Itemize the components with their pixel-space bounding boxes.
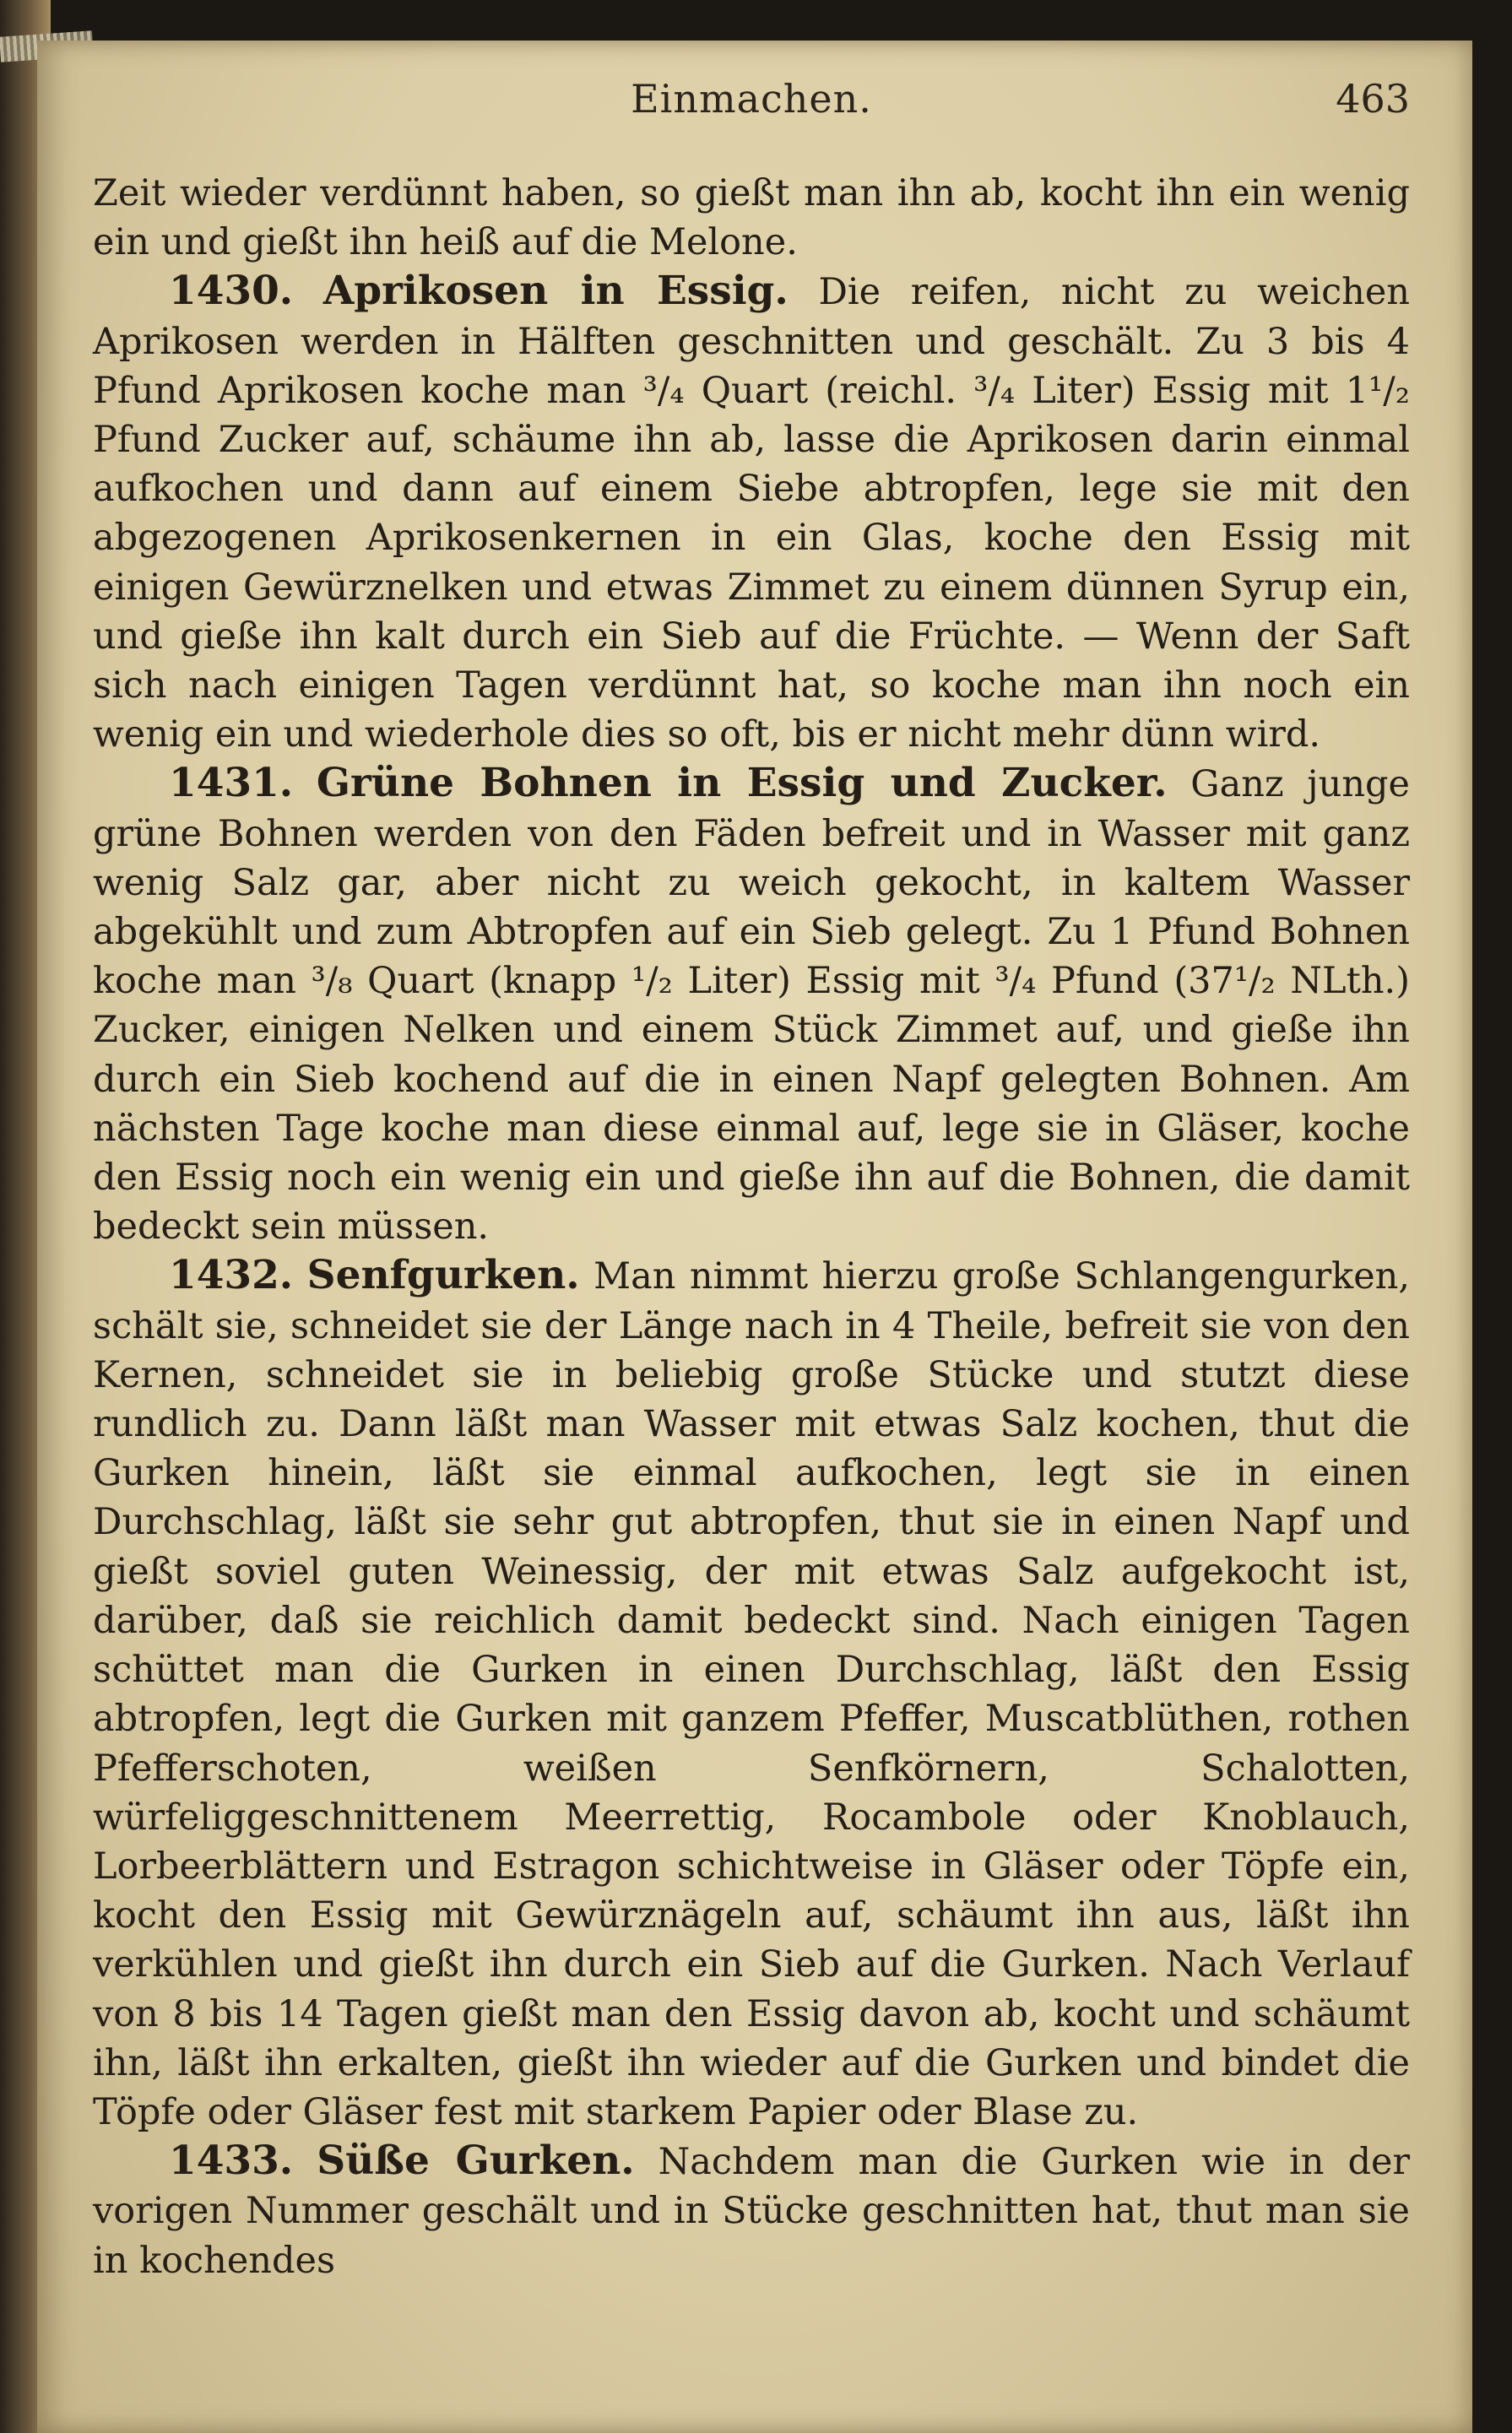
recipe-1433 xyxy=(93,2137,1410,2285)
recipe-number: 1431. xyxy=(169,760,294,807)
recipe-title: Süße Gurken. xyxy=(317,2138,635,2185)
page-number: 463 xyxy=(1336,76,1410,122)
recipe-title: Grüne Bohnen in Essig und Zucker. xyxy=(316,760,1168,807)
page-body xyxy=(93,169,1410,2285)
recipe-title: Senfgurken. xyxy=(306,1252,580,1299)
recipe-text: Man nimmt hierzu große Schlangengurken, schält sie, schneidet sie der Länge nach in 4 Theile, befreit sie von den Kernen, schneidet sie in beliebig große Stücke und stutzt diese rundlich zu. Dann läßt man Wasser mit etwas Salz kochen, thut die Gurken hinein, läßt sie einmal aufkochen, legt sie in einen Durchschlag, läßt sie sehr gut abtropfen, thut sie in einen Napf und gießt soviel guten Weinessig, der mit etwas Salz aufgekocht ist, darüber, daß sie reichlich damit bedeckt sind. Nach einigen Tagen schüttet man die Gurken in einen Durchschlag, läßt den Essig abtropfen, legt die Gurken mit ganzem Pfeffer, Muscatblüthen, rothen Pfefferschoten, weißen Senfkörnern, Schalotten, würfeliggeschnittenem Meerrettig, Rocambole oder Knoblauch, Lorbeerblättern und Estragon schichtweise in Gläser oder Töpfe ein, kocht den Essig mit Gewürznägeln auf, schäumt ihn aus, läßt ihn verkühlen und gießt ihn durch ein Sieb auf die Gurken. Nach Verlauf von 8 bis 14 Tagen gießt man den Essig davon ab, kocht und schäumt ihn, läßt ihn erkalten, gießt ihn wieder auf die Gurken und bindet die Töpfe oder Gläser fest mit starkem Papier oder Blase zu. xyxy=(93,1255,1411,2133)
recipe-text: Ganz junge grüne Bohnen werden von den Fäden befreit und in Wasser mit ganz wenig Salz gar, aber nicht zu weich gekocht, in kaltem Wasser abgekühlt und zum Abtropfen auf ein Sieb gelegt. Zu 1 Pfund Bohnen koche man ³/₈ Quart (knapp ¹/₂ Liter) Essig mit ³/₄ Pfund (37¹/₂ NLth.) Zucker, einigen Nelken und einem Stück Zimmet auf, und gieße ihn durch ein Sieb kochend auf die in einen Napf gelegten Bohnen. Am nächsten Tage koche man diese einmal auf, lege sie in Gläser, koche den Essig noch ein wenig ein und gieße ihn auf die Bohnen, die damit bedeckt sein müssen. xyxy=(93,763,1410,1249)
recipe-title: Aprikosen in Essig. xyxy=(322,268,789,315)
recipe-1431 xyxy=(93,759,1410,1251)
recipe-number: 1432. xyxy=(169,1252,294,1299)
recipe-number: 1433. xyxy=(169,2138,294,2185)
recipe-1432 xyxy=(93,1251,1410,2137)
continuation-paragraph: Zeit wieder verdünnt haben, so gießt man ihn ab, kocht ihn ein wenig ein und gießt ihn heiß auf die Melone. xyxy=(93,172,1410,264)
page-header xyxy=(93,76,1410,135)
recipe-text: Die reifen, nicht zu weichen Aprikosen werden in Hälften geschnitten und geschält. Zu 3 bis 4 Pfund Aprikosen koche man ³/₄ Quart (reichl. ³/₄ Liter) Essig mit 1¹/₂ Pfund Zucker auf, schäume ihn ab, lasse die Aprikosen darin einmal aufkochen und dann auf einem Siebe abtropfen, lege sie mit den abgezogenen Aprikosenkernen in ein Glas, koche den Essig mit einigen Gewürznelken und etwas Zimmet zu einem dünnen Syrup ein, und gieße ihn kalt durch ein Sieb auf die Früchte. — Wenn der Saft sich nach einigen Tagen verdünnt hat, so koche man ihn noch ein wenig ein und wiederhole dies so oft, bis er nicht mehr dünn wird. xyxy=(93,271,1410,756)
recipe-text: Nachdem man die Gurken wie in der vorigen Nummer geschält und in Stücke geschnitten hat, thut man sie in kochendes xyxy=(93,2141,1411,2282)
recipe-1430 xyxy=(93,267,1410,759)
running-title: Einmachen. xyxy=(631,76,872,122)
recipe-number: 1430. xyxy=(169,268,294,315)
